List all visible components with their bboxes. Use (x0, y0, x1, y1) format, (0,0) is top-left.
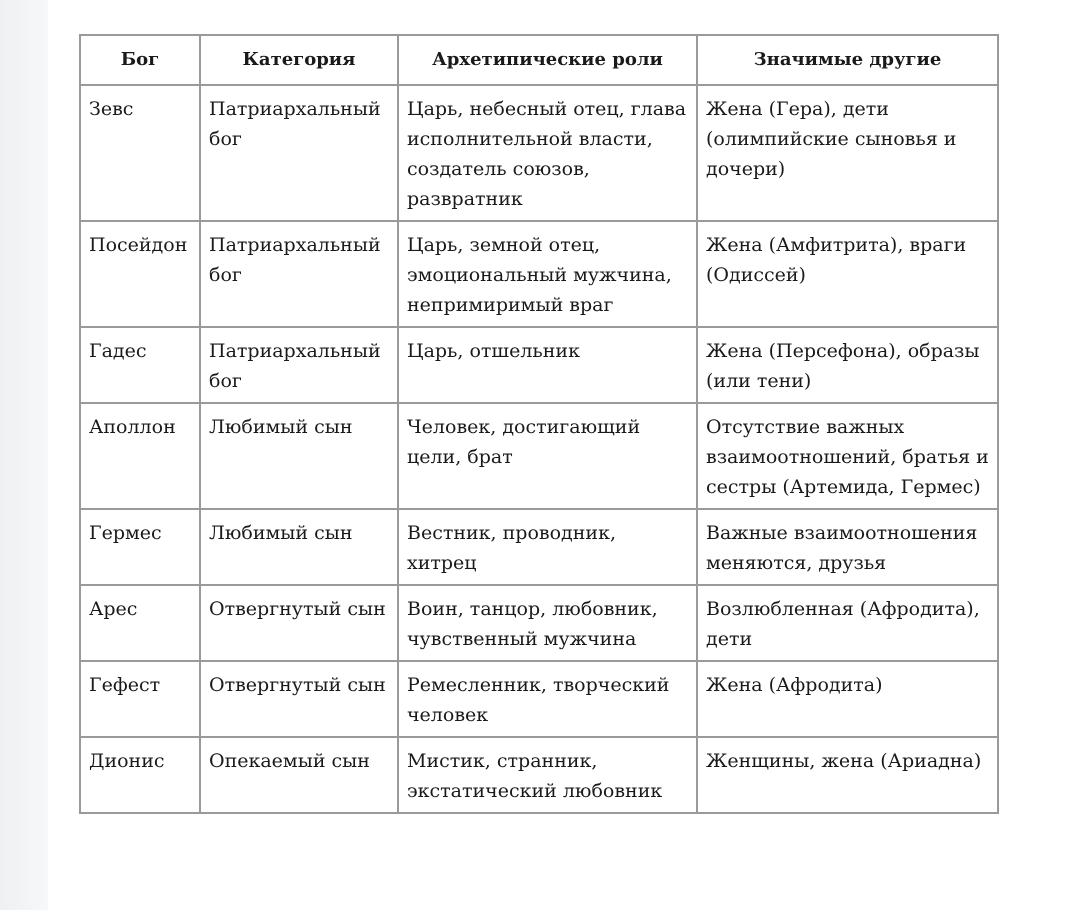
cell-god: Посейдон (80, 221, 200, 327)
cell-category: Патриархальный бог (200, 221, 398, 327)
page-margin-strip (0, 0, 48, 910)
table-row (80, 509, 998, 585)
cell-god: Дионис (80, 737, 200, 813)
cell-roles: Царь, небесный отец, глава исполнительной власти, создатель союзов, развратник (398, 85, 697, 221)
table-row (80, 661, 998, 737)
header-roles: Архетипические роли (398, 35, 697, 85)
cell-category: Патриархальный бог (200, 327, 398, 403)
table-row (80, 737, 998, 813)
table-row (80, 327, 998, 403)
header-others: Значимые другие (697, 35, 998, 85)
cell-roles: Царь, земной отец, эмоциональный мужчина, непримиримый враг (398, 221, 697, 327)
cell-god: Гадес (80, 327, 200, 403)
cell-god: Гермес (80, 509, 200, 585)
cell-roles: Человек, достигающий цели, брат (398, 403, 697, 509)
cell-god: Зевс (80, 85, 200, 221)
cell-others: Возлюбленная (Афродита), дети (697, 585, 998, 661)
table-row (80, 221, 998, 327)
gods-table (79, 34, 999, 814)
cell-others: Женщины, жена (Ариадна) (697, 737, 998, 813)
table-header-row (80, 35, 998, 85)
cell-roles: Царь, отшельник (398, 327, 697, 403)
cell-category: Отвергнутый сын (200, 661, 398, 737)
cell-roles: Ремесленник, творческий человек (398, 661, 697, 737)
cell-others: Жена (Амфитрита), враги (Одиссей) (697, 221, 998, 327)
cell-category: Отвергнутый сын (200, 585, 398, 661)
table-row (80, 585, 998, 661)
table-row (80, 403, 998, 509)
cell-category: Опекаемый сын (200, 737, 398, 813)
header-god: Бог (80, 35, 200, 85)
gods-table-container (79, 34, 999, 814)
cell-category: Любимый сын (200, 403, 398, 509)
cell-roles: Воин, танцор, любовник, чувственный мужчина (398, 585, 697, 661)
cell-category: Патриархальный бог (200, 85, 398, 221)
cell-others: Важные взаимоотношения меняются, друзья (697, 509, 998, 585)
cell-others: Жена (Афродита) (697, 661, 998, 737)
cell-god: Аполлон (80, 403, 200, 509)
cell-god: Гефест (80, 661, 200, 737)
cell-god: Арес (80, 585, 200, 661)
cell-category: Любимый сын (200, 509, 398, 585)
table-row (80, 85, 998, 221)
header-category: Категория (200, 35, 398, 85)
cell-others: Жена (Персефона), образы (или тени) (697, 327, 998, 403)
cell-others: Отсутствие важных взаимоотношений, братья и сестры (Артемида, Гермес) (697, 403, 998, 509)
cell-roles: Вестник, проводник, хитрец (398, 509, 697, 585)
cell-roles: Мистик, странник, экстатический любовник (398, 737, 697, 813)
cell-others: Жена (Гера), дети (олимпийские сыновья и дочери) (697, 85, 998, 221)
